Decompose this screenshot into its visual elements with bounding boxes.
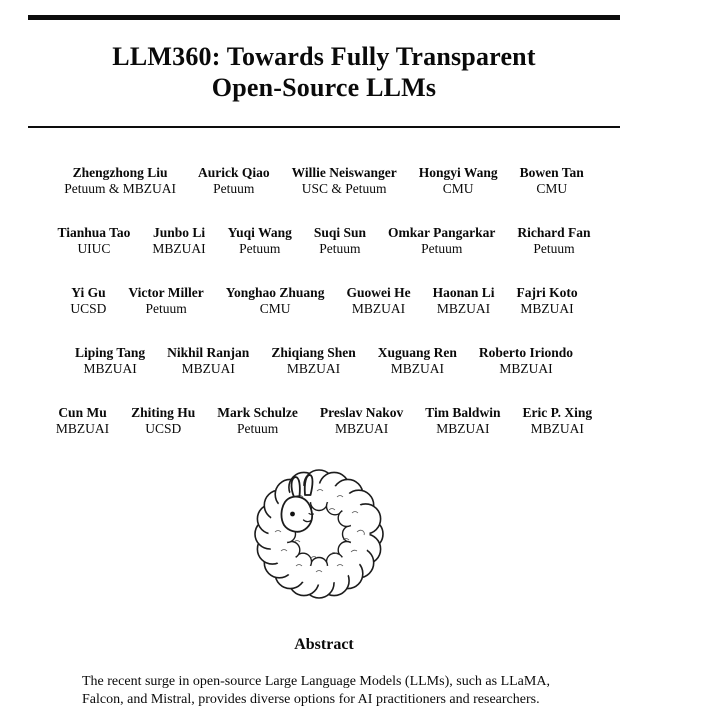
- author-row: [28, 165, 620, 196]
- author-row: [28, 225, 620, 256]
- author-entry: [517, 225, 590, 256]
- author-name: Guowei He: [346, 285, 411, 300]
- author-affiliation: MBZUAI: [436, 301, 491, 316]
- author-name: Zhengzhong Liu: [72, 165, 168, 180]
- author-affiliation: UCSD: [70, 301, 107, 316]
- author-entry: [320, 405, 403, 436]
- author-row: [28, 345, 620, 376]
- llama-right-ear: [305, 475, 313, 495]
- author-affiliation: Petuum: [145, 301, 187, 316]
- author-name: Hongyi Wang: [418, 165, 498, 180]
- paper-title: [28, 41, 620, 103]
- author-name: Nikhil Ranjan: [167, 345, 250, 360]
- author-entry: [346, 285, 410, 316]
- author-name: Cun Mu: [58, 405, 107, 420]
- llama-left-ear: [291, 477, 299, 497]
- author-affiliation: MBZUAI: [181, 361, 235, 376]
- author-affiliation: MBZUAI: [390, 361, 444, 376]
- author-affiliation: MBZUAI: [436, 421, 490, 436]
- author-affiliation: MBZUAI: [334, 421, 389, 436]
- author-grid: [28, 165, 620, 465]
- abstract-text: [82, 673, 594, 708]
- abstract-line-2: Falcon, and Mistral, provides diverse options for AI practitioners and researchers.: [82, 691, 540, 707]
- author-entry: [131, 405, 195, 436]
- llama-donut-illustration: [239, 450, 399, 610]
- author-entry: [292, 165, 397, 196]
- author-entry: [271, 345, 355, 376]
- abstract-heading: Abstract: [294, 636, 354, 653]
- author-row: [28, 405, 620, 436]
- author-affiliation: MBZUAI: [499, 361, 553, 376]
- paper-title-line-1: LLM360: Towards Fully Transparent: [112, 42, 536, 71]
- author-entry: [516, 285, 577, 316]
- author-affiliation: MBZUAI: [520, 301, 574, 316]
- author-entry: [419, 165, 498, 196]
- author-name: Willie Neiswanger: [291, 165, 397, 180]
- author-name: Suqi Sun: [313, 225, 367, 240]
- author-affiliation: CMU: [259, 301, 291, 316]
- author-name: Xuguang Ren: [377, 345, 457, 360]
- author-entry: [217, 405, 298, 436]
- author-name: Junbo Li: [152, 225, 206, 240]
- author-affiliation: MBZUAI: [351, 301, 406, 316]
- author-entry: [70, 285, 106, 316]
- author-entry: [198, 165, 270, 196]
- author-name: Zhiqiang Shen: [271, 345, 356, 360]
- author-name: Yuqi Wang: [227, 225, 292, 240]
- author-entry: [433, 285, 495, 316]
- top-rule: [28, 15, 620, 20]
- author-entry: [228, 225, 292, 256]
- author-entry: [314, 225, 366, 256]
- author-name: Fajri Koto: [516, 285, 578, 300]
- author-entry: [378, 345, 457, 376]
- paper-title-line-2: Open-Source LLMs: [211, 73, 437, 102]
- author-affiliation: MBZUAI: [83, 361, 137, 376]
- author-affiliation: UCSD: [145, 421, 182, 436]
- author-affiliation: USC & Petuum: [301, 181, 387, 196]
- author-entry: [425, 405, 500, 436]
- abstract-line-1: The recent surge in open-source Large Language Models (LLMs), such as LLaMA,: [82, 674, 550, 689]
- author-affiliation: Petuum: [533, 241, 575, 256]
- author-affiliation: Petuum: [236, 421, 279, 436]
- llama-donut-logo: [239, 450, 399, 610]
- author-entry: [128, 285, 203, 316]
- author-name: Tim Baldwin: [425, 405, 501, 420]
- llama-eye: [290, 512, 295, 517]
- author-affiliation: UIUC: [77, 241, 111, 256]
- author-affiliation: CMU: [536, 181, 568, 196]
- author-entry: [167, 345, 249, 376]
- author-affiliation: MBZUAI: [530, 421, 584, 436]
- author-name: Haonan Li: [432, 285, 495, 300]
- author-affiliation: MBZUAI: [286, 361, 341, 376]
- author-entry: [56, 405, 109, 436]
- author-row: [28, 285, 620, 316]
- llama-body-band: [269, 484, 370, 585]
- author-name: Richard Fan: [517, 225, 591, 240]
- author-entry: [152, 225, 205, 256]
- author-entry: [75, 345, 145, 376]
- author-affiliation: Petuum & MBZUAI: [64, 181, 176, 196]
- author-affiliation: MBZUAI: [55, 421, 110, 436]
- author-affiliation: Petuum: [319, 241, 361, 256]
- author-entry: [520, 165, 584, 196]
- author-entry: [57, 225, 130, 256]
- author-name: Bowen Tan: [519, 165, 584, 180]
- author-name: Yi Gu: [71, 285, 106, 300]
- author-name: Omkar Pangarkar: [388, 225, 496, 240]
- author-entry: [479, 345, 573, 376]
- author-name: Roberto Iriondo: [478, 345, 574, 360]
- author-affiliation: Petuum: [421, 241, 463, 256]
- llama-face: [281, 497, 312, 532]
- author-name: Eric P. Xing: [522, 405, 593, 420]
- author-name: Liping Tang: [74, 345, 146, 360]
- author-entry: [388, 225, 495, 256]
- author-name: Preslav Nakov: [319, 405, 404, 420]
- author-name: Tianhua Tao: [57, 225, 131, 240]
- author-affiliation: MBZUAI: [152, 241, 206, 256]
- author-entry: [226, 285, 325, 316]
- author-name: Yonghao Zhuang: [225, 285, 325, 300]
- author-affiliation: CMU: [442, 181, 474, 196]
- author-name: Mark Schulze: [217, 405, 298, 420]
- author-name: Aurick Qiao: [197, 165, 270, 180]
- author-entry: [522, 405, 592, 436]
- author-affiliation: Petuum: [213, 181, 255, 196]
- title-rule: [28, 126, 620, 128]
- author-name: Victor Miller: [128, 285, 204, 300]
- author-name: Zhiting Hu: [131, 405, 196, 420]
- author-affiliation: Petuum: [239, 241, 281, 256]
- author-entry: [64, 165, 176, 196]
